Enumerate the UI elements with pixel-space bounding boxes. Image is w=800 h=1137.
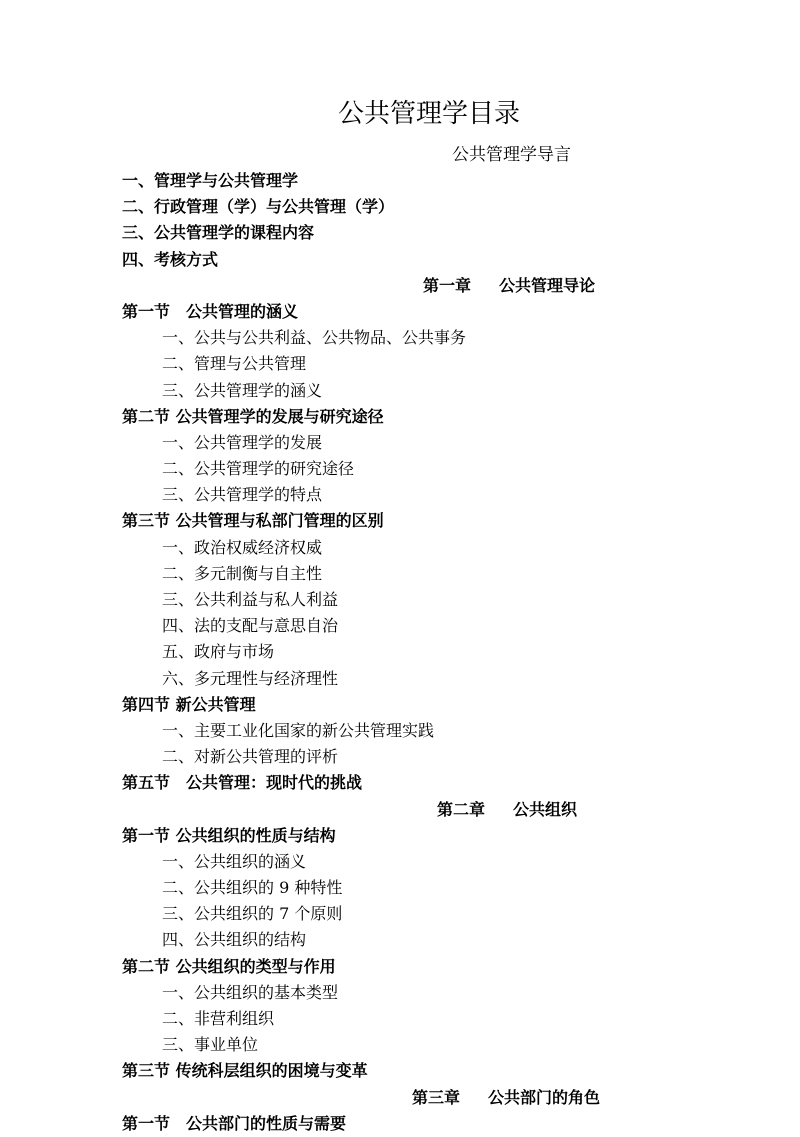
section-heading: 第一节 公共管理的涵义 xyxy=(122,301,299,321)
subsection-item: 一、公共组织的涵义 xyxy=(162,851,307,871)
intro-item: 四、考核方式 xyxy=(122,249,219,269)
subsection-item: 六、多元理性与经济理性 xyxy=(162,668,339,688)
subsection-item: 二、对新公共管理的评析 xyxy=(162,747,339,767)
section-heading: 第二节 公共组织的类型与作用 xyxy=(122,956,336,976)
table-of-contents xyxy=(0,168,800,1137)
subsection-item: 三、公共管理学的特点 xyxy=(162,485,323,505)
subsection-item: 一、公共与公共利益、公共物品、公共事务 xyxy=(162,328,467,348)
intro-item: 一、管理学与公共管理学 xyxy=(122,171,299,190)
chapter-number: 第三章 xyxy=(412,1087,461,1107)
subsection-item: 一、公共组织的基本类型 xyxy=(162,982,339,1002)
intro-heading: 公共管理学导言 xyxy=(452,145,571,165)
section-heading: 第一节 公共组织的性质与结构 xyxy=(122,825,336,845)
subsection-item: 一、主要工业化国家的新公共管理实践 xyxy=(162,720,435,740)
chapter-title: 公共组织 xyxy=(513,799,578,819)
subsection-item: 二、公共组织的 9 种特性 xyxy=(162,878,343,898)
subsection-item: 二、公共管理学的研究途径 xyxy=(162,459,355,479)
chapter-number: 第二章 xyxy=(437,799,486,819)
subsection-item: 四、法的支配与意思自治 xyxy=(162,616,339,636)
chapter-heading xyxy=(0,273,800,299)
intro-item: 二、行政管理（学）与公共管理（学） xyxy=(122,197,395,217)
section-heading: 第三节 公共管理与私部门管理的区别 xyxy=(122,511,384,531)
subsection-item: 一、公共管理学的发展 xyxy=(162,432,323,452)
chapter-number: 第一章 xyxy=(423,275,472,295)
subsection-item: 二、非营利组织 xyxy=(162,1009,275,1028)
chapter-title: 公共部门的角色 xyxy=(488,1087,601,1107)
section-heading: 第五节 公共管理：现时代的挑战 xyxy=(122,773,363,793)
subsection-item: 三、公共管理学的涵义 xyxy=(162,380,323,400)
subsection-item: 二、多元制衡与自主性 xyxy=(162,563,323,583)
intro-item: 三、公共管理学的课程内容 xyxy=(122,223,315,243)
chapter-heading xyxy=(0,1085,800,1111)
subsection-item: 五、政府与市场 xyxy=(162,642,275,662)
subsection-item: 三、公共利益与私人利益 xyxy=(162,590,339,609)
section-heading: 第二节 公共管理学的发展与研究途径 xyxy=(122,406,384,426)
subsection-item: 四、公共组织的结构 xyxy=(162,930,307,950)
subsection-item: 一、政治权威经济权威 xyxy=(162,537,323,557)
subsection-item: 三、事业单位 xyxy=(162,1035,259,1055)
section-heading: 第一节 公共部门的性质与需要 xyxy=(122,1113,347,1133)
section-heading: 第三节 传统科层组织的困境与变革 xyxy=(122,1061,368,1081)
chapter-heading xyxy=(0,797,800,823)
subsection-item: 三、公共组织的 7 个原则 xyxy=(162,904,343,924)
chapter-title: 公共管理导论 xyxy=(499,275,596,295)
page-title: 公共管理学目录 xyxy=(337,99,520,129)
subsection-item: 二、管理与公共管理 xyxy=(162,354,307,374)
section-heading: 第四节 新公共管理 xyxy=(122,694,256,714)
